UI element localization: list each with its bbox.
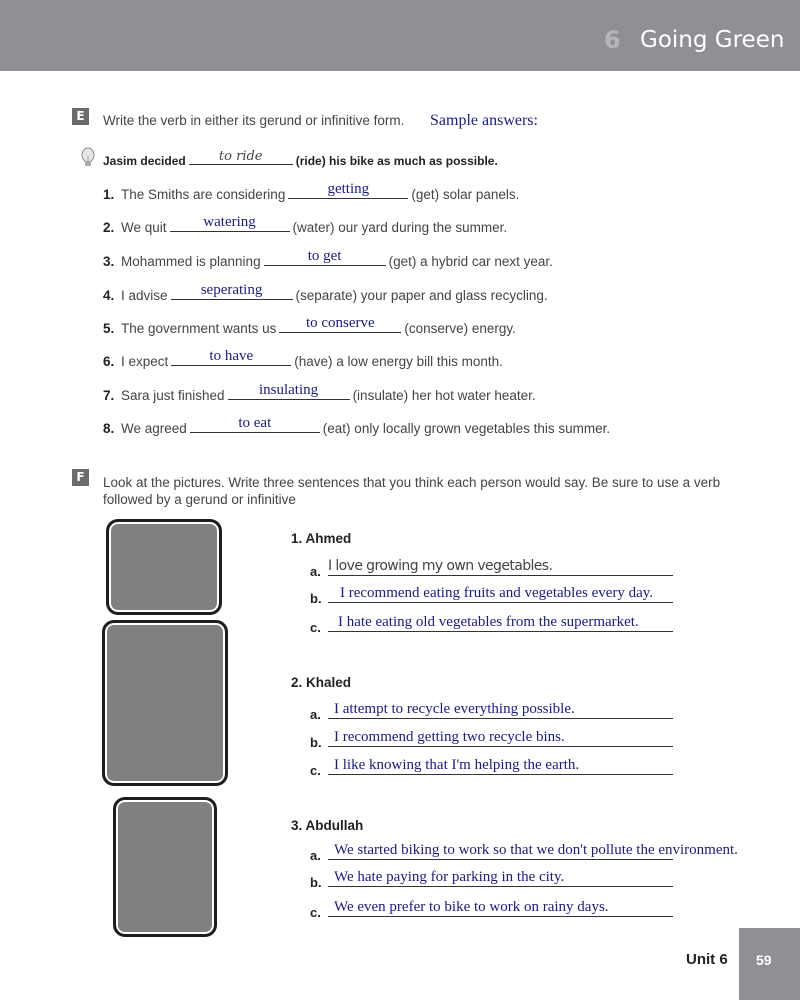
answer-blank[interactable]: to get <box>264 252 386 266</box>
section-f-instruction-line-1: Look at the pictures. Write three sentences that you think each person would say. Be sure to use a verb <box>103 475 721 490</box>
exercise-item-3: 3. Mohammed is planning to get (get) a hybrid car next year. <box>103 248 553 269</box>
answer-blank[interactable]: getting <box>288 185 408 199</box>
exercise-item-7: 7. Sara just finished insulating (insulate) her hot water heater. <box>103 382 536 403</box>
answer-blank[interactable]: to conserve <box>279 319 401 333</box>
section-e-instruction: Write the verb in either its gerund or infinitive form. <box>103 113 405 128</box>
answer-blank[interactable]: seperating <box>171 286 293 300</box>
example-blank <box>189 151 293 165</box>
unit-title: Going Green <box>640 27 785 53</box>
exercise-item-5: 5. The government wants us to conserve (conserve) energy. <box>103 315 516 336</box>
exercise-item-1: 1. The Smiths are considering getting (get) solar panels. <box>103 181 520 202</box>
example-answer: to ride <box>218 149 263 164</box>
answer-blank[interactable]: insulating <box>228 386 350 400</box>
person-name-khaled: 2. Khaled <box>291 675 352 690</box>
example-sentence: Jasim decided to ride (ride) his bike as much as possible. <box>103 149 498 168</box>
page-header <box>0 0 800 71</box>
person-name-ahmed: 1. Ahmed <box>291 531 352 546</box>
sample-answers-label: Sample answers: <box>430 112 538 129</box>
answer-blank[interactable]: to have <box>171 352 291 366</box>
section-f-badge: F <box>72 469 89 486</box>
answer-blank[interactable]: to eat <box>190 419 320 433</box>
answer-blank[interactable]: watering <box>170 218 290 232</box>
exercise-item-8: 8. We agreed to eat (eat) only locally grown vegetables this summer. <box>103 415 611 436</box>
picture-abdullah <box>113 797 217 937</box>
exercise-item-4: 4. I advise seperating (separate) your paper and glass recycling. <box>103 282 548 303</box>
exercise-item-6: 6. I expect to have (have) a low energy bill this month. <box>103 348 503 369</box>
unit-number: 6 <box>604 26 621 54</box>
section-f-instruction-line-2: followed by a gerund or infinitive <box>103 492 296 507</box>
picture-khaled <box>102 620 228 786</box>
page-number: 59 <box>756 952 772 968</box>
exercise-item-2: 2. We quit watering (water) our yard during the summer. <box>103 214 508 235</box>
person-name-abdullah: 3. Abdullah <box>291 818 364 833</box>
footer-unit-label: Unit 6 <box>686 951 728 968</box>
lightbulb-icon <box>80 147 96 169</box>
picture-ahmed <box>106 519 222 615</box>
section-e-badge: E <box>72 108 89 125</box>
